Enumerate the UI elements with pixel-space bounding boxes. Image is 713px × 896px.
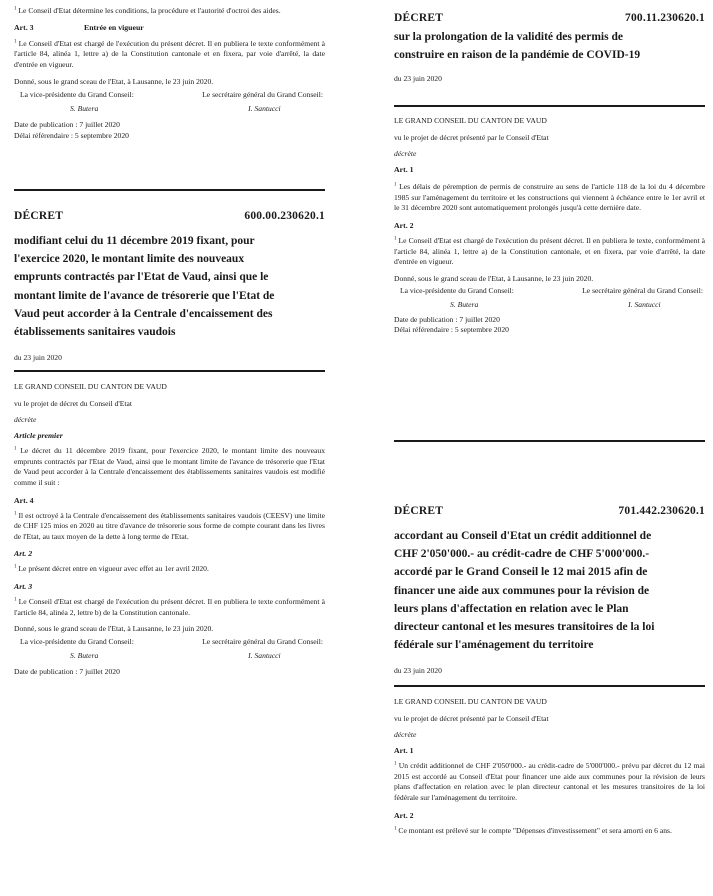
decree-number: 600.00.230620.1 <box>244 210 325 222</box>
paragraph: $^1$ Le décret du 11 décembre 2019 fixant, pour l'exercice 2020, le montant limite des nouveaux emprunts contractés par l'Etat de Vaud, ainsi que le montant limite de l'avance de trésorerie que l'Etat de Vaud peut accorder à la Centrale d'encaissement des établissements sanitaires vaudois est modifié comme il suit : <box>14 446 325 487</box>
decree-number: 700.11.230620.1 <box>625 12 705 24</box>
article-heading: Art. 1 <box>394 165 414 175</box>
decree-title: modifiant celui du 11 décembre 2019 fixant, pour l'exercice 2020, le montant limite des nouveaux emprunts contractés par l'Etat de Vaud, ainsi que le montant limite de l'avance de trésorerie que l'Etat de Vaud peut accorder à la Centrale d'encaissement des établissements sanitaires vaudois <box>14 235 275 339</box>
decree-701-body <box>394 697 705 836</box>
section-rule <box>14 370 325 372</box>
seen-line: vu le projet de décret du Conseil d'Etat <box>14 398 132 408</box>
signature-titles: La vice-présidente du Grand Conseil: Le secrétaire général du Grand Conseil: <box>20 636 323 646</box>
paragraph: $^1$ Le Conseil d'Etat est chargé de l'exécution du présent décret. Il en publiera le texte, conformément à l'article 84, alinéa 1, lettre a) de la Constitution cantonale, et en fixera, par voie d'arrêté, la date d'entrée en vigueur. <box>394 235 705 267</box>
decree-header <box>14 210 325 222</box>
council-heading: LE GRAND CONSEIL DU CANTON DE VAUD <box>394 116 547 125</box>
publication-date: Date de publication : 7 juillet 2020 <box>14 666 120 676</box>
paragraph: $^1$ Le présent décret entre en vigueur avec effet au 1er avril 2020. <box>14 564 209 574</box>
decree-number: 701.442.230620.1 <box>618 505 705 517</box>
paragraph: $^1$ Un crédit additionnel de CHF 2'050'000.- au crédit-cadre de 5'000'000.- prévu par décret du 12 mai 2015 est accordé au Conseil d'Etat pour financer une aide aux communes pour la révision de leurs plans d'affectation en relation avec le plan directeur cantonal et les mesures transitoires de la loi fédérale sur l'aménagement du territoire. <box>394 761 705 802</box>
decrees-line: décrète <box>394 730 417 740</box>
section-rule <box>394 105 705 107</box>
decree-label: DÉCRET <box>394 12 444 24</box>
article-heading: Art. 2 <box>14 549 33 559</box>
decree-label: DÉCRET <box>14 210 64 222</box>
signature-names: S. Butera I. Santucci <box>70 651 281 661</box>
decree-600-body <box>14 382 325 678</box>
paragraph: $^1$ Le Conseil d'Etat est chargé de l'exécution du présent décret. Il en publiera le texte conformément à l'article 84, alinéa 2, lettre b) de la Constitution cantonale. <box>14 596 325 617</box>
decree-date: du 23 juin 2020 <box>14 353 62 363</box>
decrees-line: décrète <box>394 149 417 159</box>
article-heading: Article premier <box>14 431 63 441</box>
signature-names: S. Butera I. Santucci <box>450 299 661 309</box>
signature-names: S. Butera I. Santucci <box>70 103 281 113</box>
section-rule <box>14 189 325 191</box>
article-heading: Art. 2 <box>394 220 414 230</box>
section-rule <box>394 685 705 687</box>
decree-label: DÉCRET <box>394 505 444 517</box>
seen-line: vu le projet de décret présenté par le Conseil d'Etat <box>394 132 549 142</box>
decree-600 <box>14 210 325 364</box>
top-block <box>14 6 325 141</box>
article-heading: Art. 3 <box>14 581 33 591</box>
signature-titles: La vice-présidente du Grand Conseil: Le secrétaire général du Grand Conseil: <box>400 286 703 296</box>
publication-date: Date de publication : 7 juillet 2020 <box>394 314 500 324</box>
article-heading: Art. 3 Entrée en vigueur <box>14 22 144 32</box>
signature-titles: La vice-présidente du Grand Conseil: Le secrétaire général du Grand Conseil: <box>20 89 323 99</box>
seen-line: vu le projet de décret présenté par le Conseil d'Etat <box>394 713 549 723</box>
decrees-line: décrète <box>14 415 37 425</box>
decree-header <box>394 505 705 517</box>
decree-title: sur la prolongation de la validité des permis de construire en raison de la pandémie de COVID-19 <box>394 31 641 62</box>
publication-date: Date de publication : 7 juillet 2020 <box>14 120 120 130</box>
given-line: Donné, sous le grand sceau de l'Etat, à Lausanne, le 23 juin 2020. <box>14 77 214 87</box>
decree-701 <box>394 505 705 677</box>
decree-700 <box>394 12 705 85</box>
decree-title: accordant au Conseil d'Etat un crédit additionnel de CHF 2'050'000.- au crédit-cadre de CHF 5'000'000.- accordé par le Grand Conseil le 12 mai 2015 afin de financer une aide aux communes pour la révision de leurs plans d'affectation en relation avec le Plan directeur cantonal et les mesures transitoires de la loi fédérale sur l'aménagement du territoire <box>394 530 655 652</box>
decree-header <box>394 12 705 24</box>
referendum-deadline: Délai référendaire : 5 septembre 2020 <box>394 325 509 335</box>
council-heading: LE GRAND CONSEIL DU CANTON DE VAUD <box>14 382 167 391</box>
article-heading: Art. 2 <box>394 810 414 820</box>
given-line: Donné, sous le grand sceau de l'Etat, à Lausanne, le 23 juin 2020. <box>14 624 214 634</box>
referendum-deadline: Délai référendaire : 5 septembre 2020 <box>14 130 129 140</box>
paragraph: $^1$ Le Conseil d'Etat détermine les conditions, la procédure et l'autorité d'octroi des aides. <box>14 6 281 15</box>
section-rule <box>394 440 705 442</box>
paragraph: $^1$ Le Conseil d'Etat est chargé de l'exécution du présent décret. Il en publiera le texte conformément à l'article 84, alinéa 1, lettre a) de la Constitution cantonale et en fixera, par voie d'arrêté, la date d'entrée en vigueur. <box>14 38 325 69</box>
paragraph: $^1$ Ce montant est prélevé sur le compte "Dépenses d'investissement" et sera amorti en 6 ans. <box>394 825 672 835</box>
given-line: Donné, sous le grand sceau de l'Etat, à Lausanne, le 23 juin 2020. <box>394 273 594 283</box>
decree-date: du 23 juin 2020 <box>394 666 442 676</box>
paragraph: $^1$ Il est octroyé à la Centrale d'encaissement des établissements sanitaires vaudois (CEESV) une limite de CHF 125 mios en 2020 au titre d'avance de trésorerie sous forme de compte courant dans les livres de l'Etat, au taux moyen de la dette à long terme de l'Etat. <box>14 510 325 541</box>
council-heading: LE GRAND CONSEIL DU CANTON DE VAUD <box>394 697 547 706</box>
article-heading: Art. 4 <box>14 495 34 505</box>
article-heading: Art. 1 <box>394 746 414 756</box>
paragraph: $^1$ Les délais de péremption de permis de construire au sens de l'article 118 de la loi du 4 décembre 1985 sur l'aménagement du territoire et les constructions qui viennent à échéance entre le 1er avril et le 31 décembre 2020 sont automatiquement prolongés jusqu'à cette dernière date. <box>394 182 705 213</box>
decree-700-body <box>394 116 705 336</box>
decree-date: du 23 juin 2020 <box>394 74 442 84</box>
